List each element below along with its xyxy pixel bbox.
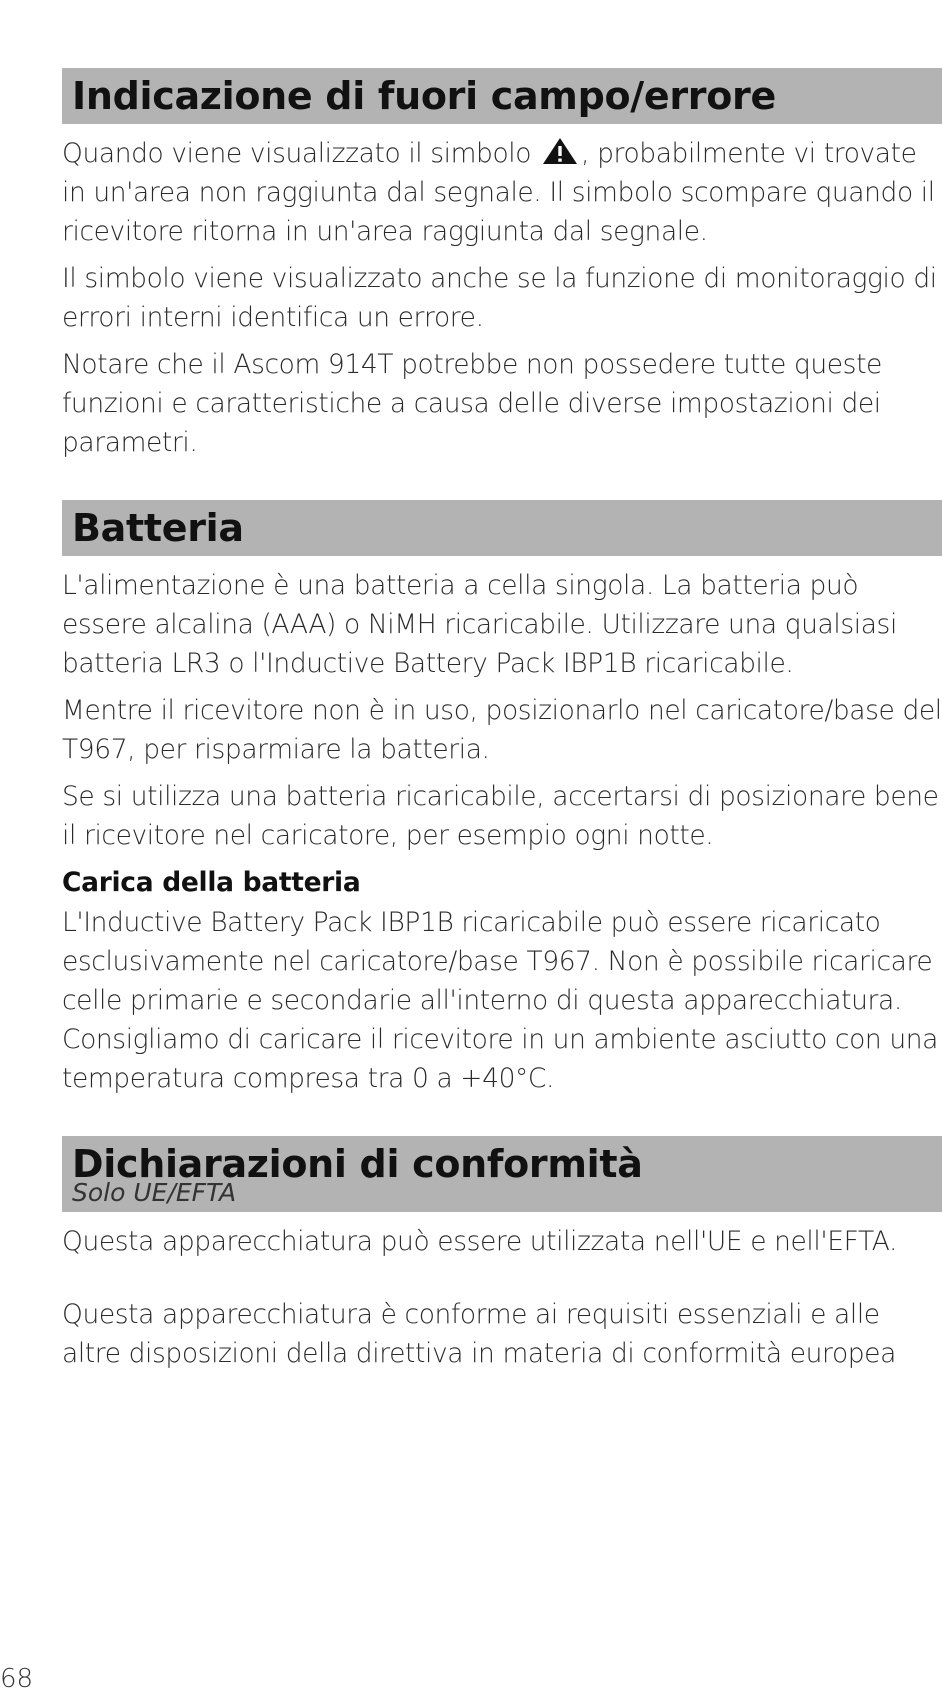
- subheading-battery-charging: Carica della batteria: [62, 867, 361, 898]
- section-title-battery: Batteria: [72, 506, 244, 550]
- paragraph-battery-charging: L'Inductive Battery Pack IBP1B ricaricabile può essere ricaricato esclusivamente nel caricatore/base T967. Non è possibile ricaricare celle primarie e secondarie all'interno di questa apparecchiatura. Consigliamo di caricare il ricevitore in un ambiente asciutto con una temperatura compresa tra 0 a +40°C.: [62, 907, 938, 1094]
- paragraph-out-of-range-symbol: [62, 134, 942, 251]
- paragraph-internal-error: Il simbolo viene visualizzato anche se la funzione di monitoraggio di errori interni identifica un errore.: [62, 263, 937, 333]
- paragraph-conformity-statement: Questa apparecchiatura è conforme ai requisiti essenziali e alle altre disposizioni della direttiva in materia di conformità europea: [62, 1299, 896, 1369]
- section-title-out-of-range: Indicazione di fuori campo/errore: [72, 74, 776, 118]
- paragraph-text-before-icon: Quando viene visualizzato il simbolo: [62, 138, 540, 169]
- section-subtitle-conformity: Solo UE/EFTA: [72, 1178, 237, 1207]
- warning-triangle-icon: [541, 136, 579, 166]
- paragraph-rechargeable-usage: Se si utilizza una batteria ricaricabile, accertarsi di posizionare bene il ricevitore nel caricatore, per esempio ogni notte.: [62, 781, 939, 851]
- page-number: 68: [0, 1664, 34, 1694]
- paragraph-battery-type: L'alimentazione è una batteria a cella singola. La batteria può essere alcalina (AAA) o NiMH ricaricabile. Utilizzare una qualsiasi batteria LR3 o l'Inductive Battery Pack IBP1B ricaricabile.: [62, 570, 897, 679]
- manual-page: [62, 68, 942, 1373]
- paragraph-text-after-icon: , probabilmente vi trovate in un'area non raggiunta dal segnale. Il simbolo scompare quando il ricevitore ritorna in un'area raggiunta dal segnale.: [62, 138, 935, 247]
- paragraph-parameter-note: Notare che il Ascom 914T potrebbe non possedere tutte queste funzioni e caratteristiche a causa delle diverse impostazioni dei parametri.: [62, 349, 882, 458]
- section-title-conformity: Dichiarazioni di conformità: [72, 1142, 643, 1186]
- paragraph-battery-saving: Mentre il ricevitore non è in uso, posizionarlo nel caricatore/base del T967, per risparmiare la batteria.: [62, 695, 942, 765]
- section-header-battery: [62, 500, 942, 556]
- section-header-conformity: [62, 1136, 942, 1212]
- section-header-out-of-range: [62, 68, 942, 124]
- paragraph-eu-efta-usage: Questa apparecchiatura può essere utilizzata nell'UE e nell'EFTA.: [62, 1226, 897, 1257]
